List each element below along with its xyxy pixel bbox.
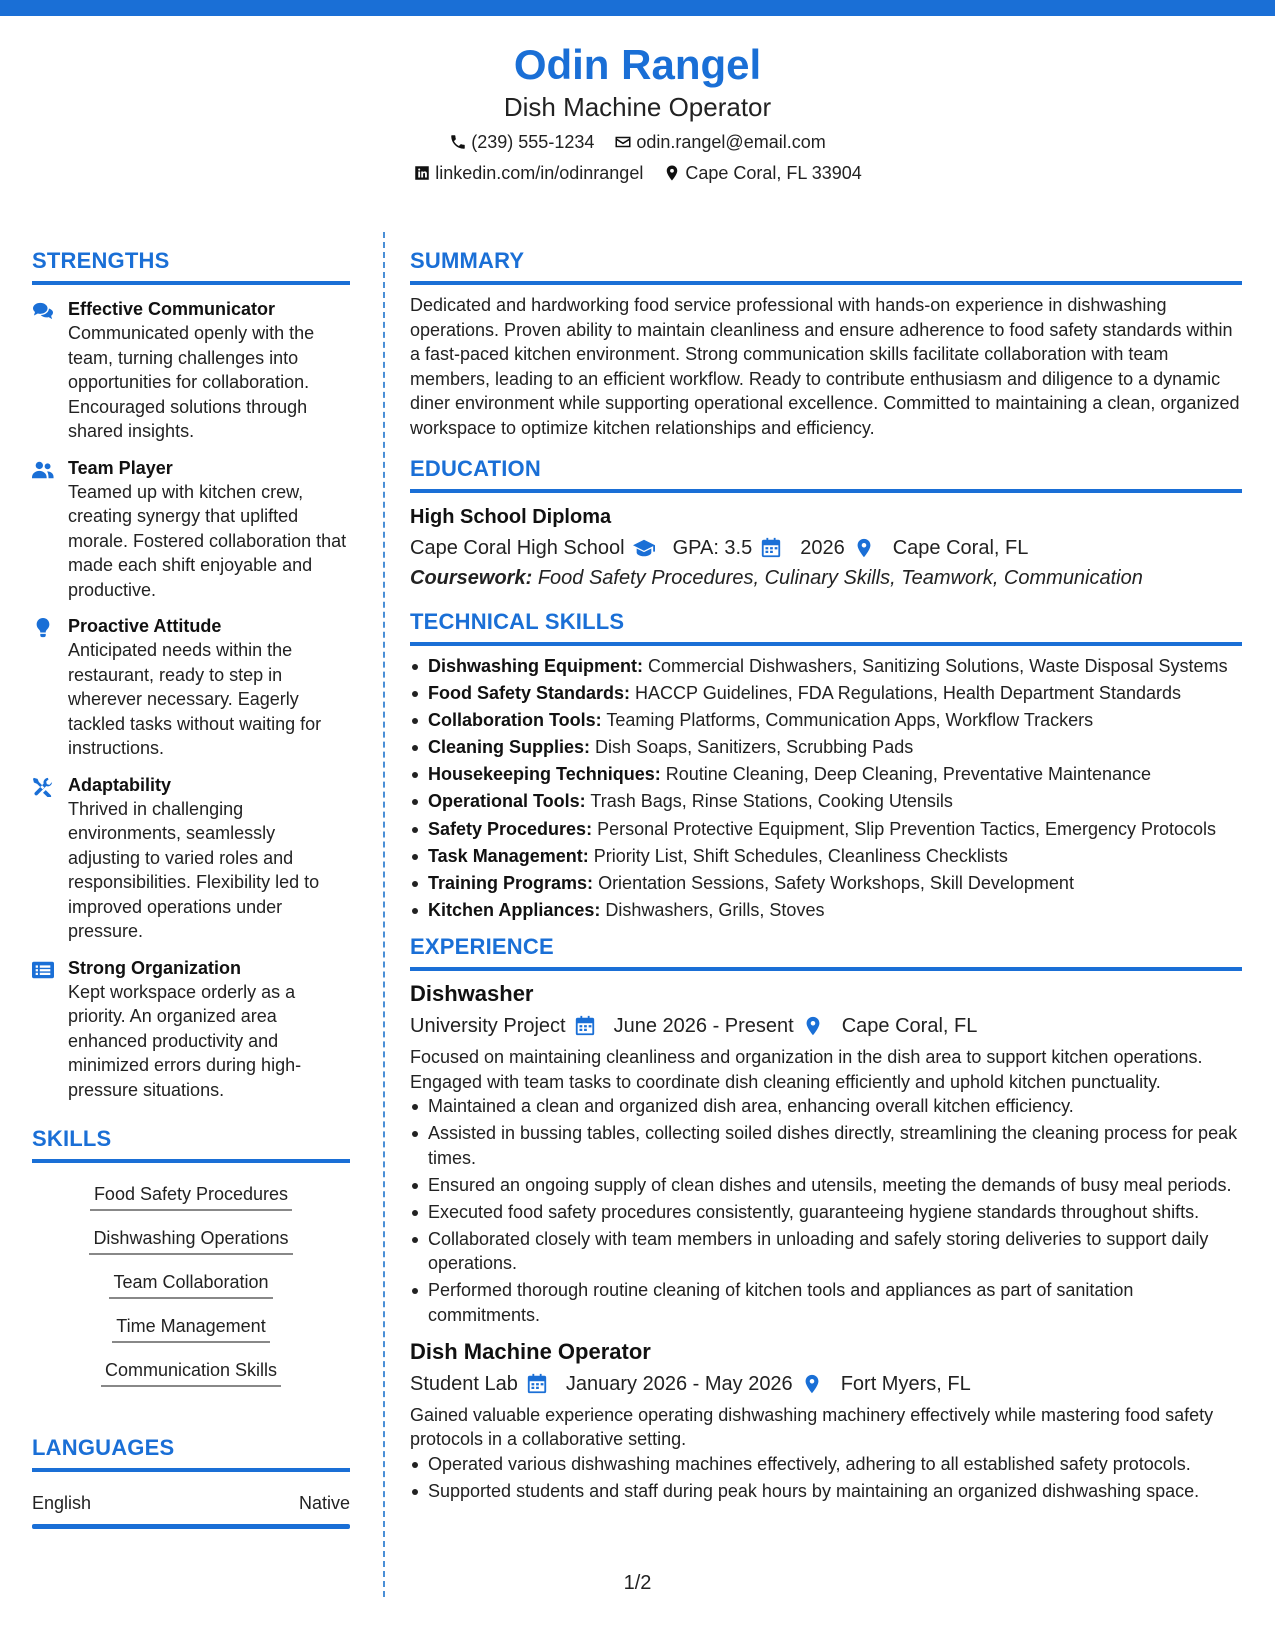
- list-item: [410, 871, 1242, 895]
- summary-rule: [410, 281, 1242, 285]
- job-dates-group: [566, 1369, 823, 1399]
- graduation-cap-icon: [633, 537, 655, 559]
- list-item: Operated various dishwashing machines effectively, adhering to all established safety protocols.: [410, 1452, 1242, 1476]
- degree-title: High School Diploma: [410, 506, 612, 528]
- email-text[interactable]: odin.rangel@email.com: [636, 132, 826, 152]
- job-org-group: [410, 1011, 596, 1041]
- skill-value: Routine Cleaning, Deep Cleaning, Preventative Maintenance: [665, 764, 1152, 785]
- list-item: [410, 789, 1242, 813]
- job-dates: January 2026 - May 2026: [565, 1372, 793, 1395]
- list-item: [410, 681, 1242, 705]
- job-title: Dish Machine Operator: [410, 1338, 651, 1364]
- calendar-icon: [526, 1373, 548, 1395]
- job-description: Gained valuable experience operating dishwashing machinery effectively while mastering food safety protocols in a collaborative setting.: [410, 1404, 1214, 1450]
- job-bullets: [410, 1094, 1242, 1327]
- map-marker-icon: [801, 1373, 823, 1395]
- candidate-name: Odin Rangel: [513, 41, 762, 88]
- summary-heading: SUMMARY: [410, 248, 525, 273]
- strength-item: [32, 773, 350, 944]
- strength-title: Team Player: [68, 457, 173, 478]
- skill-label: Safety Procedures:: [428, 818, 593, 839]
- envelope-icon: [614, 133, 632, 151]
- list-item: Maintained a clean and organized dish area, enhancing overall kitchen efficiency.: [410, 1094, 1242, 1118]
- tools-icon: [32, 777, 54, 797]
- phone-text: (239) 555-1234: [471, 132, 595, 152]
- education-location: Cape Coral, FL: [892, 537, 1029, 559]
- list-item: [410, 817, 1242, 841]
- skill-value: Orientation Sessions, Safety Workshops, Skill Development: [598, 872, 1074, 893]
- strength-desc: Communicated openly with the team, turning challenges into opportunities for collaboration. Encouraged solutions through shared insights.: [68, 323, 315, 441]
- comments-icon: [32, 301, 54, 321]
- contact-row-1: [0, 129, 1275, 155]
- job-bullets: [410, 1452, 1242, 1503]
- strength-item: [32, 456, 350, 603]
- skills-heading: SKILLS: [32, 1126, 112, 1151]
- list-item: Assisted in bussing tables, collecting soiled dishes directly, streamlining the cleaning process for peak times.: [410, 1121, 1242, 1170]
- skill-label: Operational Tools:: [428, 791, 586, 812]
- list-item: [410, 735, 1242, 759]
- phone-contact: [449, 129, 594, 155]
- job-description: Focused on maintaining cleanliness and organization in the dish area to support kitchen operations. Engaged with team tasks to coordinate dish cleaning efficiently and uphold kitchen punctuality.: [410, 1047, 1203, 1092]
- year-group: [800, 533, 875, 563]
- location-text: Cape Coral, FL 33904: [685, 163, 862, 183]
- candidate-role: Dish Machine Operator: [503, 92, 772, 122]
- calendar-icon: [760, 537, 782, 559]
- language-row: [32, 1490, 350, 1516]
- education-rule: [410, 489, 1242, 493]
- job-dates-group: [614, 1011, 824, 1041]
- list-item: Collaborated closely with team members in unloading and safely storing deliveries to support daily operations.: [410, 1227, 1242, 1276]
- skill-chip: Time Management: [112, 1311, 269, 1343]
- education-meta: [410, 533, 1242, 563]
- coursework-list: Food Safety Procedures, Culinary Skills, Teamwork, Communication: [537, 567, 1143, 589]
- experience-heading: EXPERIENCE: [410, 934, 554, 960]
- skill-value: Personal Protective Equipment, Slip Prevention Tactics, Emergency Protocols: [597, 818, 1217, 839]
- users-icon: [32, 460, 54, 480]
- coursework: [410, 563, 1242, 593]
- job-org: Student Lab: [410, 1372, 518, 1395]
- strength-title: Proactive Attitude: [68, 616, 222, 636]
- map-marker-icon: [663, 164, 681, 182]
- skill-label: Kitchen Appliances:: [428, 899, 601, 920]
- list-item: Ensured an ongoing supply of clean dishes and utensils, meeting the demands of busy meal periods.: [410, 1173, 1242, 1197]
- strength-title: Strong Organization: [68, 957, 241, 978]
- email-contact[interactable]: [614, 129, 825, 155]
- list-item: Performed thorough routine cleaning of kitchen tools and appliances as part of sanitation commitments.: [410, 1278, 1242, 1327]
- top-accent-bar: [0, 0, 1275, 16]
- skill-label: Collaboration Tools:: [428, 710, 602, 731]
- strength-title: Adaptability: [68, 774, 172, 795]
- linkedin-text[interactable]: linkedin.com/in/odinrangel: [435, 163, 644, 183]
- calendar-icon: [574, 1015, 596, 1037]
- strength-title: Effective Communicator: [68, 299, 276, 319]
- list-item: [410, 762, 1242, 786]
- job-meta: [410, 1011, 1242, 1041]
- school-name: Cape Coral High School: [410, 537, 625, 559]
- skill-value: Priority List, Shift Schedules, Cleanliness Checklists: [593, 845, 1008, 866]
- strengths-heading: STRENGTHS: [32, 248, 170, 273]
- school-name-group: [410, 533, 655, 563]
- job-meta: [410, 1369, 1242, 1399]
- strength-item: [32, 297, 350, 444]
- gpa-text: GPA: 3.5: [672, 537, 753, 559]
- list-icon: [32, 960, 54, 980]
- location-contact: [663, 160, 861, 186]
- strength-item: [32, 956, 350, 1103]
- right-column: [410, 246, 1242, 1506]
- skill-label: Food Safety Standards:: [428, 683, 631, 704]
- skill-chip: Dishwashing Operations: [89, 1223, 292, 1255]
- language-level: Native: [298, 1493, 350, 1513]
- job-location: Fort Myers, FL: [840, 1372, 971, 1395]
- list-item: Supported students and staff during peak hours by maintaining an organized dishwashing space.: [410, 1479, 1242, 1503]
- contact-row-2: [0, 160, 1275, 186]
- skill-value: Trash Bags, Rinse Stations, Cooking Utensils: [590, 791, 953, 812]
- technical-skills-rule: [410, 642, 1242, 646]
- skill-value: Dish Soaps, Sanitizers, Scrubbing Pads: [595, 737, 914, 758]
- list-item: [410, 654, 1242, 678]
- phone-icon: [449, 133, 467, 151]
- coursework-label: Coursework:: [410, 567, 533, 589]
- strength-item: [32, 614, 350, 761]
- left-column: [32, 246, 350, 1529]
- skill-value: Commercial Dishwashers, Sanitizing Solutions, Waste Disposal Systems: [648, 656, 1228, 676]
- experience-rule: [410, 967, 1242, 971]
- skill-label: Cleaning Supplies:: [428, 737, 591, 758]
- column-divider: [383, 232, 385, 1597]
- list-item: [410, 708, 1242, 732]
- strength-desc: Kept workspace orderly as a priority. An organized area enhanced productivity and minimized errors during high-pressure situations.: [68, 981, 302, 1100]
- skill-label: Dishwashing Equipment:: [428, 656, 644, 676]
- skill-label: Training Programs:: [428, 872, 594, 893]
- strength-desc: Anticipated needs within the restaurant, ready to step in wherever necessary. Eagerly tackled tasks without waiting for instructions.: [68, 640, 322, 758]
- list-item: [410, 898, 1242, 922]
- linkedin-contact[interactable]: [413, 160, 643, 186]
- job-location: Cape Coral, FL: [841, 1015, 978, 1038]
- graduation-year: 2026: [800, 537, 845, 559]
- strength-desc: Thrived in challenging environments, seamlessly adjusting to varied roles and responsibilities. Flexibility led to improved operations under pressure.: [68, 798, 320, 941]
- technical-skills-list: [410, 654, 1242, 922]
- gpa-group: [673, 533, 783, 563]
- job-dates: June 2026 - Present: [613, 1015, 794, 1038]
- technical-skills-heading: TECHNICAL SKILLS: [410, 609, 625, 634]
- skill-value: Teaming Platforms, Communication Apps, Workflow Trackers: [606, 710, 1094, 731]
- skill-label: Task Management:: [428, 845, 589, 866]
- strength-desc: Teamed up with kitchen crew, creating synergy that uplifted morale. Fostered collaboration that made each shift enjoyable and productive.: [68, 481, 347, 600]
- map-marker-icon: [802, 1015, 824, 1037]
- languages-heading: LANGUAGES: [32, 1435, 175, 1460]
- language-name: English: [32, 1493, 92, 1513]
- skill-chip: Communication Skills: [101, 1355, 281, 1387]
- languages-rule: [32, 1468, 350, 1472]
- skill-chip: Team Collaboration: [109, 1267, 272, 1299]
- lightbulb-icon: [32, 618, 54, 638]
- language-proficiency-bar: [32, 1524, 350, 1529]
- skill-value: HACCP Guidelines, FDA Regulations, Health Department Standards: [635, 683, 1181, 704]
- skills-rule: [32, 1159, 350, 1163]
- skills-list: [32, 1171, 350, 1391]
- resume-header: [0, 40, 1275, 186]
- skill-chip: Food Safety Procedures: [90, 1179, 292, 1211]
- job-org: University Project: [410, 1015, 566, 1038]
- summary-text: Dedicated and hardworking food service professional with hands-on experience in dishwashing operations. Proven ability to maintain cleanliness and ensure adherence to food safety standards within a fast-paced kitchen environment. Strong communication skills facilitate collaboration with team members, leading to an efficient workflow. Ready to contribute enthusiasm and diligence to a dynamic diner environment while supporting operational excellence. Committed to maintaining a clean, organized workspace to optimize kitchen relationships and efficiency.: [410, 295, 1240, 438]
- skill-label: Housekeeping Techniques:: [428, 764, 661, 785]
- job-title: Dishwasher: [410, 981, 534, 1007]
- page-number: 1/2: [623, 1572, 652, 1594]
- list-item: Executed food safety procedures consistently, guaranteeing hygiene standards throughout shifts.: [410, 1200, 1242, 1224]
- job-org-group: [410, 1369, 548, 1399]
- map-marker-icon: [853, 537, 875, 559]
- strengths-rule: [32, 281, 350, 285]
- skill-value: Dishwashers, Grills, Stoves: [605, 899, 825, 920]
- list-item: [410, 844, 1242, 868]
- education-heading: EDUCATION: [410, 456, 541, 481]
- linkedin-icon: [413, 164, 431, 182]
